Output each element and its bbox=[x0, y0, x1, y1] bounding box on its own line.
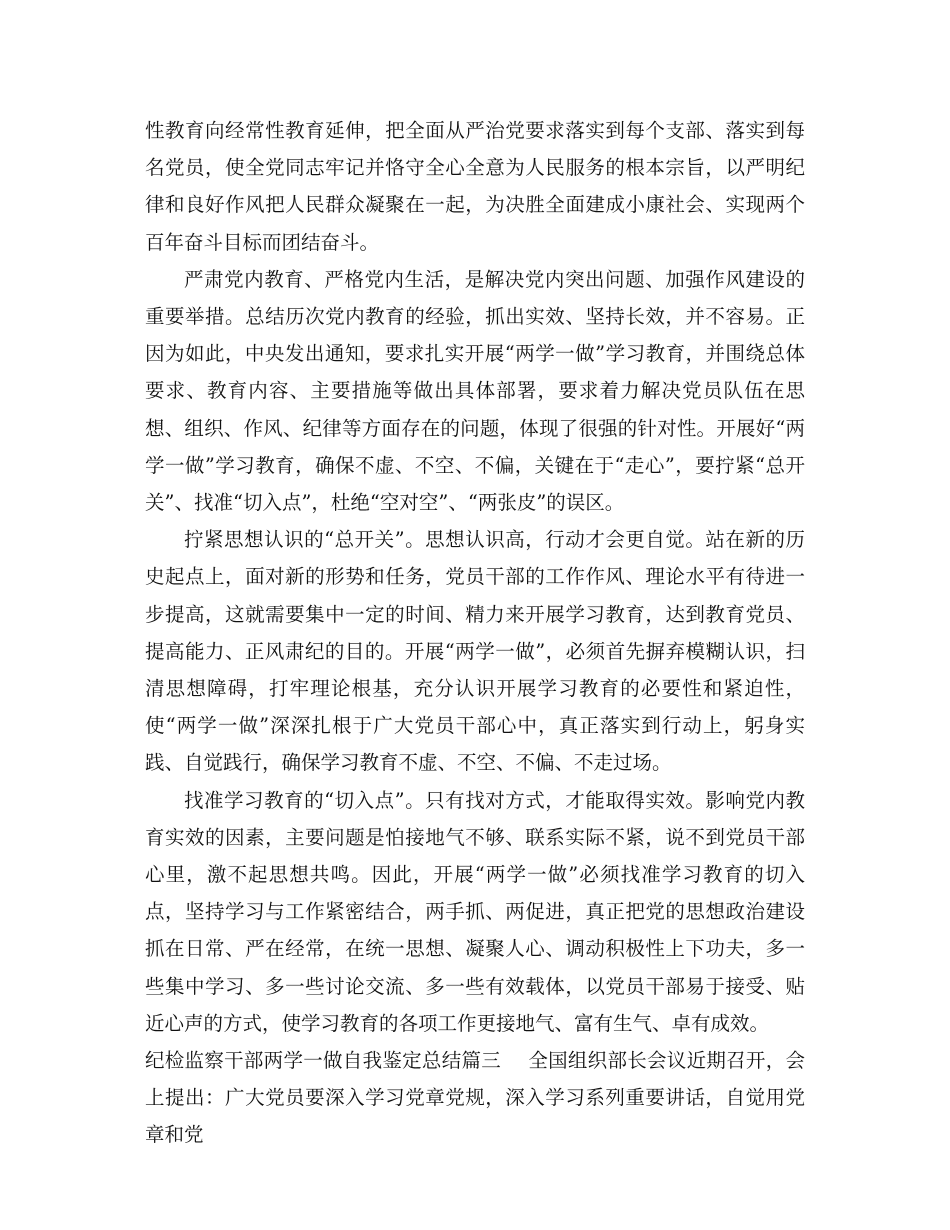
paragraph-main-switch: 拧紧思想认识的“总开关”。思想认识高，行动才会更自觉。站在新的历史起点上，面对新的形势和任务，党员干部的工作作风、理论水平有待进一步提高，这就需要集中一定的时间、精力来开展学习教育，达到教育党员、提高能力、正风肃纪的目的。开展“两学一做”，必须首先摒弃模糊认识，扫清思想障碍，打牢理论根基，充分认识开展学习教育的必要性和紧迫性，使“两学一做”深深扎根于广大党员干部心中，真正落实到行动上，躬身实践、自觉践行，确保学习教育不虚、不空、不偏、不走过场。 bbox=[145, 528, 805, 775]
paragraph-strict-education: 严肃党内教育、严格党内生活，是解决党内突出问题、加强作风建设的重要举措。总结历次党内教育的经验，抓出实效、坚持长效，并不容易。正因为如此，中央发出通知，要求扎实开展“两学一做”学习教育，并围绕总体要求、教育内容、主要措施等做出具体部署，要求着力解决党员队伍在思想、组织、作风、纪律等方面存在的问题，体现了很强的针对性。开展好“两学一做”学习教育，确保不虚、不空、不偏，关键在于“走心”，要拧紧“总开关”、找准“切入点”，杜绝“空对空”、“两张皮”的误区。 bbox=[145, 267, 805, 515]
paragraph-entry-point: 找准学习教育的“切入点”。只有找对方式，才能取得实效。影响党内教育实效的因素，主要问题是怕接地气不够、联系实际不紧，说不到党员干部心里，激不起思想共鸣。因此，开展“两学一做”必须找准学习教育的切入点，坚持学习与工作紧密结合，两手抓、两促进，真正把党的思想政治建设抓在日常、严在经常，在统一思想、凝聚人心、调动积极性上下功夫，多一些集中学习、多一些讨论交流、多一些有效载体，以党员干部易于接受、贴近心声的方式，使学习教育的各项工作更接地气、富有生气、卓有成效。 bbox=[145, 788, 805, 1035]
document-body bbox=[145, 112, 805, 1154]
paragraph-section-three bbox=[145, 1042, 805, 1154]
section-three-text: 全国组织部长会议近期召开，会上提出：广大党员要深入学习党章党规，深入学习系列重要讲话，自觉用党章和党 bbox=[145, 1049, 805, 1147]
paragraph-continuation: 性教育向经常性教育延伸，把全面从严治党要求落实到每个支部、落实到每名党员，使全党同志牢记并恪守全心全意为人民服务的根本宗旨，以严明纪律和良好作风把人民群众凝聚在一起，为决胜全面建成小康社会、实现两个百年奋斗目标而团结奋斗。 bbox=[145, 119, 805, 254]
section-heading: 纪检监察干部两学一做自我鉴定总结篇三 bbox=[145, 1049, 502, 1073]
